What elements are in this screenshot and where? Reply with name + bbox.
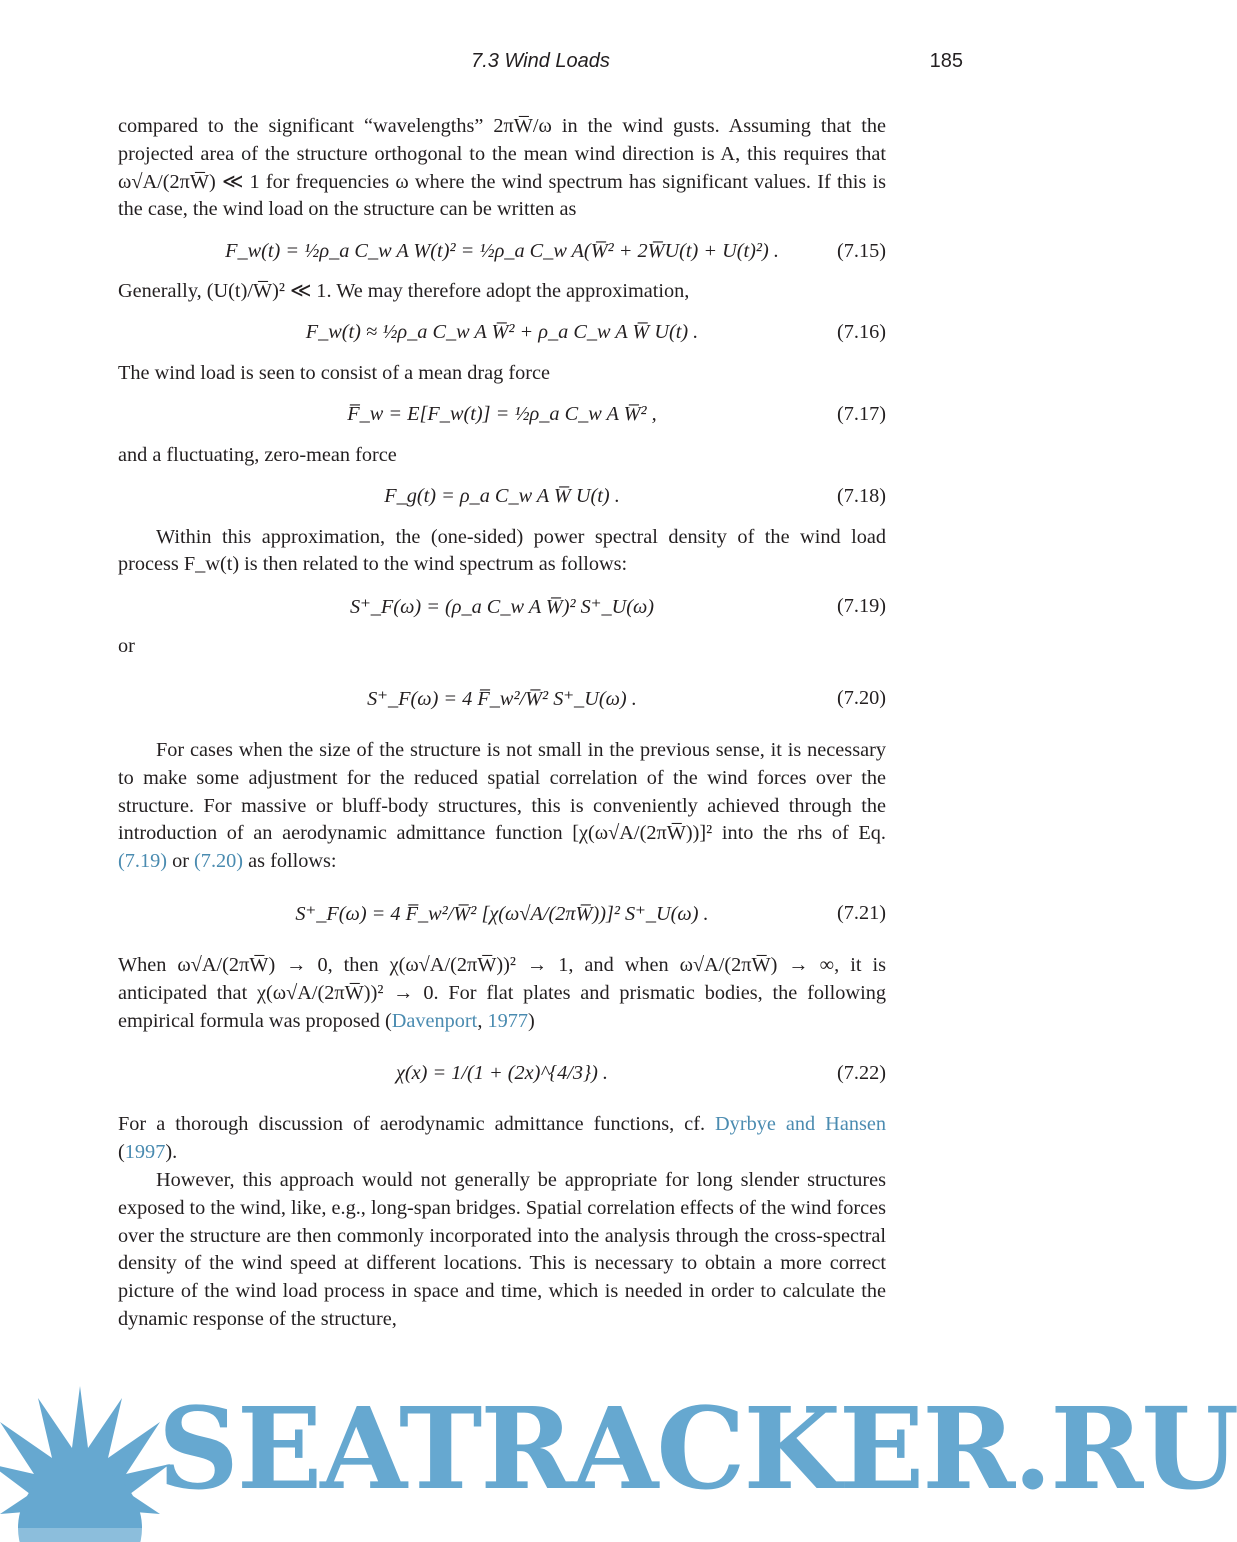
paragraph-5: Within this approximation, the (one-sided) power spectral density of the wind load process F_w(t) is then related to the wind spectrum as follows:	[118, 525, 886, 576]
equation-number: (7.18)	[837, 485, 886, 508]
equation-number: (7.21)	[837, 902, 886, 925]
citation-dyrbye-hansen[interactable]: Dyrbye and Hansen	[715, 1113, 886, 1136]
equation-expression: S⁺_F(ω) = 4 F̅_w²/W̅² [χ(ω√A/(2πW̅))]² S⁺_U(ω) .	[295, 903, 709, 926]
paragraph-8-text-end: )	[528, 1009, 535, 1032]
equation-number: (7.17)	[837, 403, 886, 426]
paragraph-9-text-end: ).	[165, 1141, 178, 1164]
equation-7-21	[118, 878, 886, 950]
equation-7-16	[118, 308, 886, 358]
equation-number: (7.16)	[837, 321, 886, 344]
equation-7-22	[118, 1037, 886, 1109]
equation-7-17	[118, 390, 886, 440]
page-number: 185	[929, 50, 963, 72]
equation-7-15	[118, 226, 886, 276]
paragraph-8	[118, 952, 886, 1035]
equation-expression: S⁺_F(ω) = (ρ_a C_w A W̅)² S⁺_U(ω)	[349, 595, 655, 618]
paragraph-9	[118, 1111, 886, 1167]
equation-expression: F_g(t) = ρ_a C_w A W̅ U(t) .	[384, 485, 620, 508]
equation-7-20	[118, 663, 886, 735]
equation-7-19	[118, 581, 886, 631]
paragraph-1: compared to the significant “wavelengths” 2πW̅/ω in the wind gusts. Assuming that the projected area of the structure orthogonal to the mean wind direction is A, this requires that ω√A/(2πW̅) ≪ 1 for frequencies ω where the wind spectrum has significant values. If this is the case, the wind load on the structure can be written as	[118, 115, 886, 221]
equation-7-18	[118, 472, 886, 522]
paragraph-3: The wind load is seen to consist of a mean drag force	[118, 361, 550, 384]
equation-link-7-19[interactable]: (7.19)	[118, 850, 167, 873]
equation-expression: χ(x) = 1/(1 + (2x)^{4/3}) .	[396, 1061, 608, 1084]
paragraph-9-text: For a thorough discussion of aerodynamic admittance functions, cf.	[118, 1113, 716, 1136]
equation-number: (7.22)	[837, 1061, 886, 1084]
watermark-text: SEATRACKER.RU	[158, 1384, 1237, 1515]
page-body	[118, 113, 886, 1334]
equation-link-7-20[interactable]: (7.20)	[194, 850, 244, 873]
paragraph-7-text-end: as follows:	[243, 850, 337, 873]
paragraph-7-text-mid: or	[167, 850, 195, 873]
paragraph-7	[118, 737, 886, 876]
citation-separator: (	[118, 1141, 125, 1164]
citation-dyrbye-hansen-year[interactable]: 1997	[124, 1141, 166, 1164]
equation-number: (7.15)	[837, 239, 886, 262]
equation-expression: F_w(t) ≈ ½ρ_a C_w A W̅² + ρ_a C_w A W̅ U(t) .	[305, 321, 699, 344]
equation-expression: S⁺_F(ω) = 4 F̅_w²/W̅² S⁺_U(ω) .	[367, 688, 637, 711]
equation-expression: F̅_w = E[F_w(t)] = ½ρ_a C_w A W̅² ,	[347, 403, 657, 426]
section-title: 7.3 Wind Loads	[471, 50, 610, 72]
citation-davenport-year[interactable]: 1977	[487, 1009, 529, 1032]
paragraph-2: Generally, (U(t)/W̅)² ≪ 1. We may therefore adopt the approximation,	[118, 280, 690, 303]
paragraph-10: However, this approach would not generally be appropriate for long slender structures exposed to the wind, like, e.g., long-span bridges. Spatial correlation effects of the wind forces over the structure are then commonly incorporated into the analysis through the cross-spectral density of the wind speed at different locations. This is necessary to obtain a more correct picture of the wind load process in space and time, which is needed in order to calculate the dynamic response of the structure,	[118, 1168, 886, 1330]
paragraph-6: or	[118, 635, 135, 658]
equation-expression: F_w(t) = ½ρ_a C_w A W(t)² = ½ρ_a C_w A(W̅² + 2W̅U(t) + U(t)²) .	[225, 239, 779, 262]
equation-number: (7.20)	[837, 687, 886, 710]
paragraph-7-text: For cases when the size of the structure is not small in the previous sense, it is necessary to make some adjustment for the reduced spatial correlation of the wind forces over the structure. For massive or bluff-body structures, this is conveniently achieved through the introduction of an aerodynamic admittance function [χ(ω√A/(2πW̅))]² into the rhs of Eq.	[118, 738, 886, 845]
paragraph-8-text: When ω√A/(2πW̅) → 0, then χ(ω√A/(2πW̅))² → 1, and when ω√A/(2πW̅) → ∞, it is anticipated that χ(ω√A/(2πW̅))² → 0. For flat plates and prismatic bodies, the following empirical formula was proposed (	[118, 953, 886, 1032]
paragraph-4: and a fluctuating, zero-mean force	[118, 443, 397, 466]
citation-davenport[interactable]: Davenport	[391, 1009, 478, 1032]
running-head	[118, 50, 963, 80]
equation-number: (7.19)	[837, 594, 886, 617]
citation-separator: ,	[477, 1009, 488, 1032]
